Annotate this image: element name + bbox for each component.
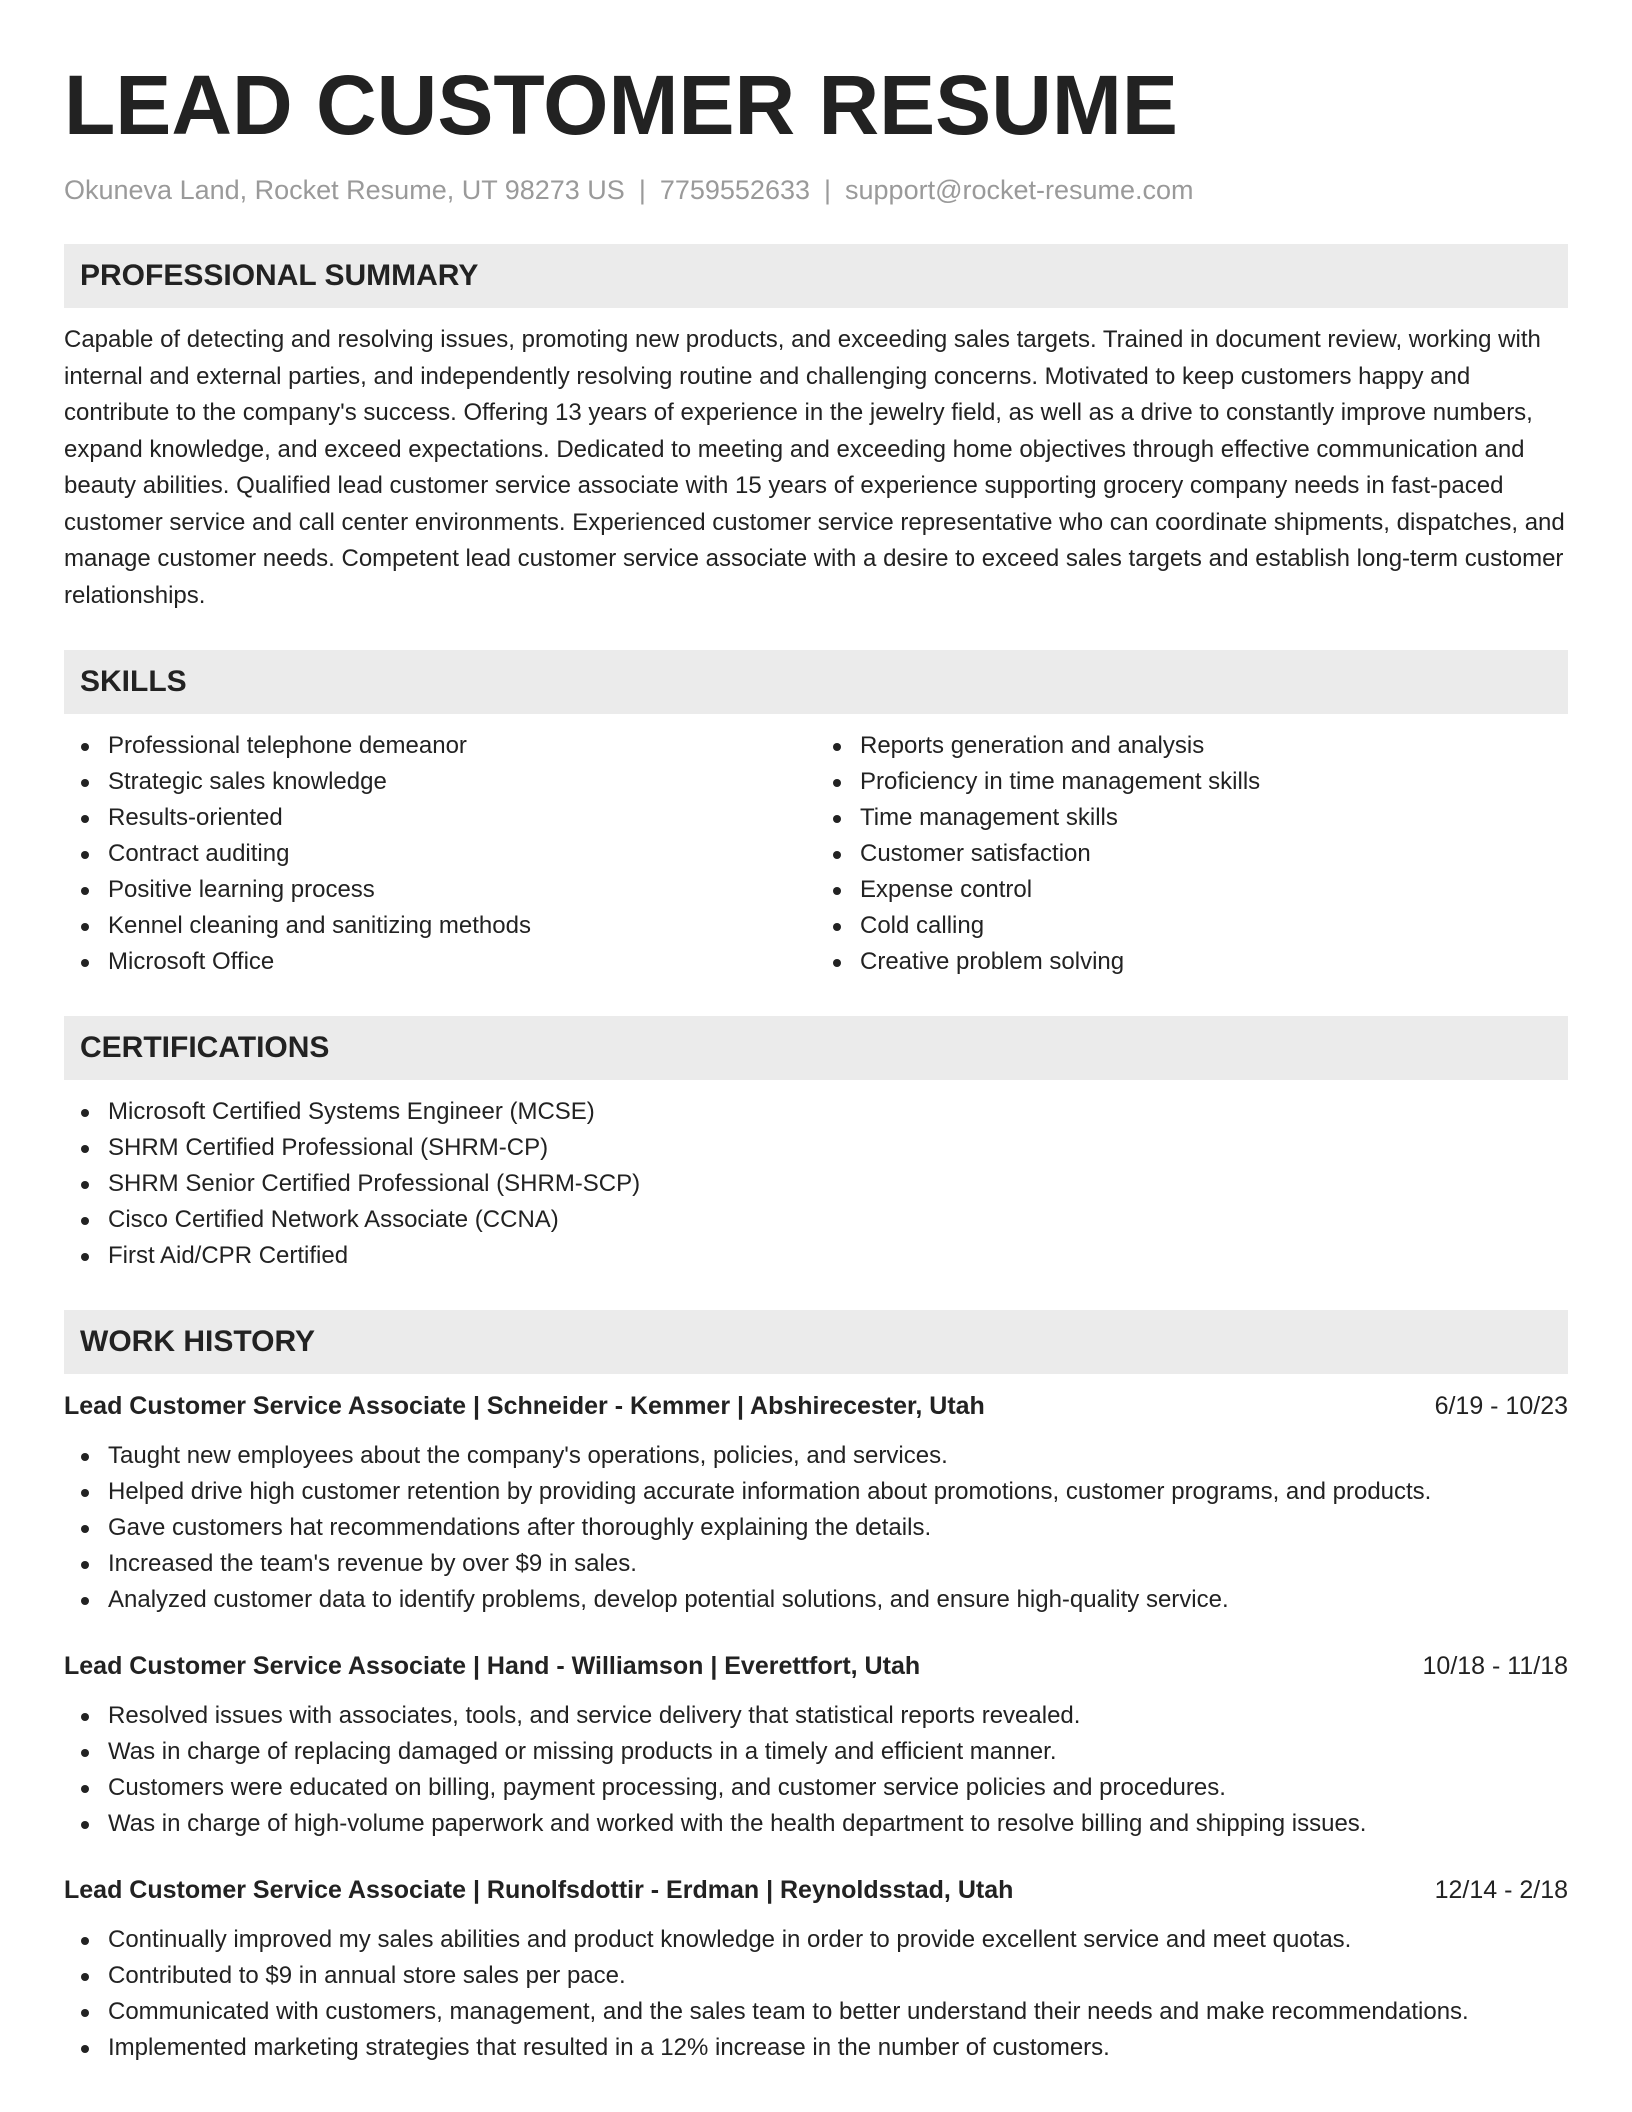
certification-item: SHRM Senior Certified Professional (SHRM-SCP) xyxy=(64,1166,1568,1202)
contact-phone: 7759552633 xyxy=(659,175,810,205)
skill-item: Microsoft Office xyxy=(64,944,816,980)
skills-grid xyxy=(64,728,1568,980)
skill-item: Strategic sales knowledge xyxy=(64,764,816,800)
skill-item: Customer satisfaction xyxy=(816,836,1568,872)
skills-heading: SKILLS xyxy=(64,650,1568,714)
job-bullet: Customers were educated on billing, payment processing, and customer service policies and procedures. xyxy=(64,1770,1568,1806)
contact-email: support@rocket-resume.com xyxy=(845,175,1194,205)
skill-item: Professional telephone demeanor xyxy=(64,728,816,764)
skill-item: Time management skills xyxy=(816,800,1568,836)
skill-item: Results-oriented xyxy=(64,800,816,836)
job-header xyxy=(64,1648,1568,1684)
job-bullet: Increased the team's revenue by over $9 in sales. xyxy=(64,1546,1568,1582)
work-history-heading: WORK HISTORY xyxy=(64,1310,1568,1374)
job-bullet: Helped drive high customer retention by providing accurate information about promotions, customer programs, and products. xyxy=(64,1474,1568,1510)
contact-separator: | xyxy=(824,175,832,205)
skills-left-list xyxy=(64,728,816,980)
job-bullets xyxy=(64,1438,1568,1618)
skill-item: Proficiency in time management skills xyxy=(816,764,1568,800)
job-entry xyxy=(64,1648,1568,1842)
job-entry xyxy=(64,1872,1568,2066)
skills-right-list xyxy=(816,728,1568,980)
contact-line xyxy=(64,172,1568,208)
job-dates: 12/14 - 2/18 xyxy=(1434,1876,1568,1904)
skill-item: Reports generation and analysis xyxy=(816,728,1568,764)
certification-item: Microsoft Certified Systems Engineer (MCSE) xyxy=(64,1094,1568,1130)
job-title: Lead Customer Service Associate | Runolfsdottir - Erdman | Reynoldsstad, Utah xyxy=(64,1876,1014,1904)
job-bullet: Contributed to $9 in annual store sales per pace. xyxy=(64,1958,1568,1994)
job-bullet: Taught new employees about the company's operations, policies, and services. xyxy=(64,1438,1568,1474)
skill-item: Kennel cleaning and sanitizing methods xyxy=(64,908,816,944)
skill-item: Expense control xyxy=(816,872,1568,908)
job-dates: 6/19 - 10/23 xyxy=(1434,1392,1568,1420)
job-dates: 10/18 - 11/18 xyxy=(1422,1652,1568,1680)
job-bullet: Analyzed customer data to identify problems, develop potential solutions, and ensure high-quality service. xyxy=(64,1582,1568,1618)
contact-address: Okuneva Land, Rocket Resume, UT 98273 US xyxy=(64,175,625,205)
certifications-heading: CERTIFICATIONS xyxy=(64,1016,1568,1080)
skill-item: Creative problem solving xyxy=(816,944,1568,980)
skill-item: Cold calling xyxy=(816,908,1568,944)
job-bullet: Resolved issues with associates, tools, and service delivery that statistical reports revealed. xyxy=(64,1698,1568,1734)
skill-item: Positive learning process xyxy=(64,872,816,908)
certification-item: Cisco Certified Network Associate (CCNA) xyxy=(64,1202,1568,1238)
job-bullets xyxy=(64,1698,1568,1842)
summary-text: Capable of detecting and resolving issues, promoting new products, and exceeding sales targets. Trained in document review, working with internal and external parties, and independently resolving routine and challenging concerns. Motivated to keep customers happy and contribute to the company's success. Offering 13 years of experience in the jewelry field, as well as a drive to constantly improve numbers, expand knowledge, and exceed expectations. Dedicated to meeting and exceeding home objectives through effective communication and beauty abilities. Qualified lead customer service associate with 15 years of experience supporting grocery company needs in fast-paced customer service and call center environments. Experienced customer service representative who can coordinate shipments, dispatches, and manage customer needs. Competent lead customer service associate with a desire to exceed sales targets and establish long-term customer relationships. xyxy=(64,326,1565,609)
certification-item: SHRM Certified Professional (SHRM-CP) xyxy=(64,1130,1568,1166)
job-title: Lead Customer Service Associate | Schneider - Kemmer | Abshirecester, Utah xyxy=(64,1392,985,1420)
summary-heading: PROFESSIONAL SUMMARY xyxy=(64,244,1568,308)
job-header xyxy=(64,1388,1568,1424)
job-entry xyxy=(64,1388,1568,1618)
certifications-list xyxy=(64,1094,1568,1274)
job-bullets xyxy=(64,1922,1568,2066)
certification-item: First Aid/CPR Certified xyxy=(64,1238,1568,1274)
job-bullet: Communicated with customers, management, and the sales team to better understand their needs and make recommendations. xyxy=(64,1994,1568,2030)
skill-item: Contract auditing xyxy=(64,836,816,872)
job-bullet: Implemented marketing strategies that resulted in a 12% increase in the number of customers. xyxy=(64,2030,1568,2066)
job-bullet: Was in charge of replacing damaged or missing products in a timely and efficient manner. xyxy=(64,1734,1568,1770)
job-title: Lead Customer Service Associate | Hand - Williamson | Everettfort, Utah xyxy=(64,1652,921,1680)
job-header xyxy=(64,1872,1568,1908)
resume-title: LEAD CUSTOMER RESUME xyxy=(64,58,1178,152)
job-bullet: Continually improved my sales abilities and product knowledge in order to provide excellent service and meet quotas. xyxy=(64,1922,1568,1958)
job-bullet: Was in charge of high-volume paperwork and worked with the health department to resolve billing and shipping issues. xyxy=(64,1806,1568,1842)
contact-separator: | xyxy=(638,175,646,205)
job-bullet: Gave customers hat recommendations after thoroughly explaining the details. xyxy=(64,1510,1568,1546)
